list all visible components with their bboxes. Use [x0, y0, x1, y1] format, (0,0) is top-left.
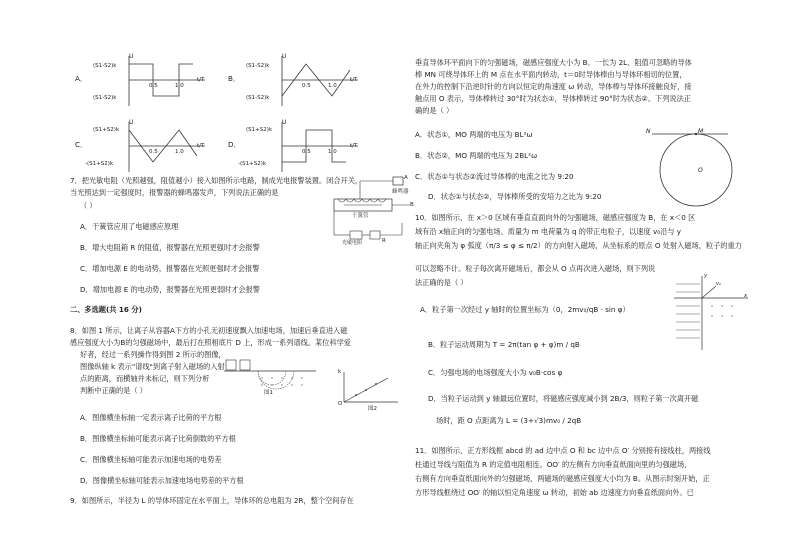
q10-line2: 域有沿 x轴正向的匀强电场。质量为 m 电荷量为 q 的带正电粒子，以速度 v₀沿与 y: [415, 227, 682, 236]
q7-circuit-figure: [330, 175, 418, 245]
q10-option-b: B．粒子运动周期为 T = 2π(tan φ + φ)m / qB: [428, 340, 580, 349]
q9-line5: 触点用 O 表示，导体棒转过 30°时为状态①，导体棒转过 90°时为状态②。下列说法正: [415, 94, 691, 103]
option-letter: B．: [228, 74, 241, 83]
q11-line3: 右侧有方向垂直纸面向外的匀强磁场，两磁场的磁感应强度大小均为 B。从图示时刻开始，正: [415, 474, 710, 483]
q8-line2: 感应强度大小为B的匀强磁场中，最后打在照相底片 D 上，形成一系列谱线。某位科学爱: [70, 338, 351, 347]
tick-label: 1.0: [328, 149, 337, 155]
q10-line1: 10．如图所示，在 x＞0 区域有垂直直面向外的匀强磁场，磁感应强度为 B，在 x＜0 区: [415, 213, 696, 222]
q7-option-c: C．增加电源 E 的电动势，报警器在光照更强时才会报警: [80, 264, 260, 273]
label-r: R: [382, 238, 386, 244]
q9-option-d: D．状态①与状态②，导体棒所受的安培力之比为 9:20: [428, 192, 602, 201]
q7-option-a: A．干簧管应用了电磁感应原理: [80, 222, 179, 231]
k-graph: [338, 370, 402, 404]
q9-line4: 在外力的控制下沿逆时针的方向以恒定的角速度 ω 转动，导体棒与导体环接触良好，接: [415, 82, 692, 91]
q7-option-b: B．增大电阻箱 R 的阻值，报警器在光照更强时才会报警: [80, 243, 260, 252]
label-b: B: [410, 202, 414, 208]
y-label-top: (S1+S2)k: [246, 127, 273, 133]
label-reed: 干簧管: [352, 213, 369, 219]
q8-figure-2: [338, 370, 402, 410]
q9-option-a: A．状态①，MO 两端的电压为 BL²ω: [415, 130, 533, 139]
y-label-bottom: (S1-S2)k: [93, 95, 117, 101]
q8-figure-1: [222, 358, 322, 398]
q10-option-d-cont: 场时，距 O 点距离为 L = (3+√3)mv₀ / 2qB: [436, 416, 582, 425]
axis-u-label: U: [129, 119, 134, 126]
tick-label: 0.5: [149, 83, 158, 89]
q8-option-c: C．图像横坐标轴可能表示加速电场的电势差: [80, 455, 222, 464]
graph-d-plot: [278, 118, 364, 174]
graph-option-c: [75, 118, 215, 174]
y-label-bottom: -(S1+S2)k: [85, 161, 114, 167]
label-n: N: [646, 128, 651, 135]
q11-line1: 11．如图所示，正方形线框 abcd 的 ad 边中点 O 和 bc 边中点 O′ 分别接有接线柱，两接线: [415, 446, 711, 455]
label-a: A: [404, 175, 408, 181]
graph-option-b: [228, 52, 368, 108]
graph-a-plot: [125, 52, 211, 108]
q9-line2: 垂直导体环平面向下的匀强磁场，磁感应强度大小为 B。一长为 2L、阻值可忽略的导体: [415, 58, 692, 67]
q10-option-c: C．匀强电场的电场强度大小为 v₀B·cos φ: [428, 368, 563, 377]
tick-label: 1.0: [175, 83, 184, 89]
label-ldr: 光敏电阻: [342, 240, 363, 246]
axis-k-label: k: [338, 369, 342, 375]
tick-label: 1.0: [328, 83, 337, 89]
q9-line1: 9．如图所示，半径为 L 的导体环固定在水平面上，导体环的总电阻为 2R，整个空间存在: [70, 496, 354, 505]
q10-line4: 可以忽略不计。粒子每次离开磁场后，都会从 O 点再次进入磁场，则下列说: [415, 264, 656, 273]
field-diagram: [672, 272, 752, 352]
q9-ring-figure: [640, 124, 736, 214]
axis-y-label: y: [704, 273, 708, 279]
axis-t-label: t/T: [350, 143, 358, 149]
tick-label: 0.5: [302, 149, 311, 155]
y-label-top: (S1-S2)k: [246, 63, 270, 69]
q10-field-figure: [672, 272, 752, 352]
circuit-diagram: [330, 175, 418, 245]
axis-origin-label: O: [338, 401, 343, 407]
y-label-bottom: -(S1+S2)k: [238, 161, 267, 167]
graph-c-plot: [125, 118, 211, 174]
label-buzzer: 蜂鸣器: [392, 189, 409, 195]
q10-option-a: A．粒子第一次经过 y 轴时的位置坐标为（0，2mv₀/qB · sin φ）: [420, 305, 630, 314]
q11-line2: 柱通过导线与阻值为 R 的定值电阻相连。OO′ 的左侧有方向垂直纸面向里的匀强磁场，: [415, 460, 692, 469]
label-m: M: [698, 128, 704, 135]
y-label-bottom: (S1-S2)k: [246, 95, 270, 101]
option-letter: C．: [75, 140, 88, 149]
y-label-top: (S1-S2)k: [93, 63, 117, 69]
tick-label: 0.5: [149, 149, 158, 155]
q10-line3: 轴正向夹角为 φ 弧度（π/3 ≤ φ ≤ π/2）的方向射入磁场，从坐标系的原点 O 处射入磁场，粒子的重力: [415, 241, 742, 250]
q7-stem-line1: 7．把光敏电阻（光照越强，阻值越小）接入如图所示电路，制成光电报警装置。闭合开关，: [70, 176, 363, 185]
label-o: O: [698, 167, 703, 174]
q7-option-d: D．增加电源 E 的电动势，报警器在光照更弱时才会报警: [80, 285, 260, 294]
axis-t-label: t/T: [197, 143, 205, 149]
axis-t-label: t/T: [350, 77, 358, 83]
q9-line3: 棒 MN 可绕导体环上的 M 点在水平面内转动，t＝0时导体棒由与导体环相切的位置，: [415, 70, 687, 79]
mass-spectrometer-diagram: [222, 358, 322, 390]
fig1-caption: 图1: [264, 390, 273, 396]
axis-u-label: U: [129, 53, 134, 60]
option-letter: D．: [228, 140, 241, 149]
y-label-top: (S1+S2)k: [93, 127, 120, 133]
velocity-label: v₀: [716, 281, 721, 287]
axis-u-label: U: [282, 119, 287, 126]
q8-line6: 判断中正确的是（ ）: [80, 386, 147, 395]
q8-line1: 8．如图 1 所示，让离子从容器A下方的小孔无初速度飘入加速电场，加速后垂直进入磁: [70, 326, 348, 335]
q9-line6: 确的是（ ）: [415, 106, 454, 115]
q9-option-c: C．状态①与状态②流过导体棒的电流之比为 9:20: [415, 172, 574, 181]
section-heading-multiple-choice: 二、多选题(共 16 分): [70, 305, 142, 314]
axis-x-label: x: [744, 293, 748, 299]
graph-option-d: [228, 118, 368, 174]
q7-paren: （ ）: [80, 201, 97, 210]
q9-option-b: B．状态②，MO 两端的电压为 2BL²ω: [415, 151, 538, 160]
tick-label: 1.0: [175, 149, 184, 155]
tick-label: 0.5: [302, 83, 311, 89]
q8-line3: 好者，经过一系列操作得到图 2 所示的图像，: [80, 350, 226, 359]
option-letter: A．: [75, 74, 88, 83]
conducting-ring-diagram: [640, 124, 736, 214]
axis-t-label: t/T: [197, 77, 205, 83]
fig2-caption: 图2: [368, 406, 377, 412]
q10-option-d: D．当粒子运动到 y 轴最远位置时，将磁感应强度减小到 2B/3，则粒子第一次离开磁: [428, 394, 699, 403]
q8-option-b: B．图像横坐标轴可能表示离子比荷倒数的平方根: [80, 434, 236, 443]
graph-option-a: [75, 52, 215, 108]
q8-line5: 点的距离，而横轴并未标记，则下列分析: [80, 374, 210, 383]
q8-option-d: D．图像横坐标轴可能表示加速电场电势差的平方根: [80, 476, 244, 485]
q7-stem-line2: 当光照达到一定强度时，报警器的蜂鸣器发声，下列说法正确的是: [70, 188, 279, 197]
graph-b-plot: [278, 52, 364, 108]
q8-option-a: A．图像横坐标轴一定表示离子比荷的平方根: [80, 413, 222, 422]
axis-u-label: U: [282, 53, 287, 60]
q11-line4: 方形导线框绕过 OO′ 的轴以恒定角速度 ω 转动，初始 ab 边速度方向垂直纸面向外。已: [415, 488, 694, 497]
q8-line4: 图像纵轴 k 表示"谱线"到离子射入磁场的入射: [80, 362, 225, 371]
q10-line5: 法正确的是（ ）: [415, 278, 468, 287]
